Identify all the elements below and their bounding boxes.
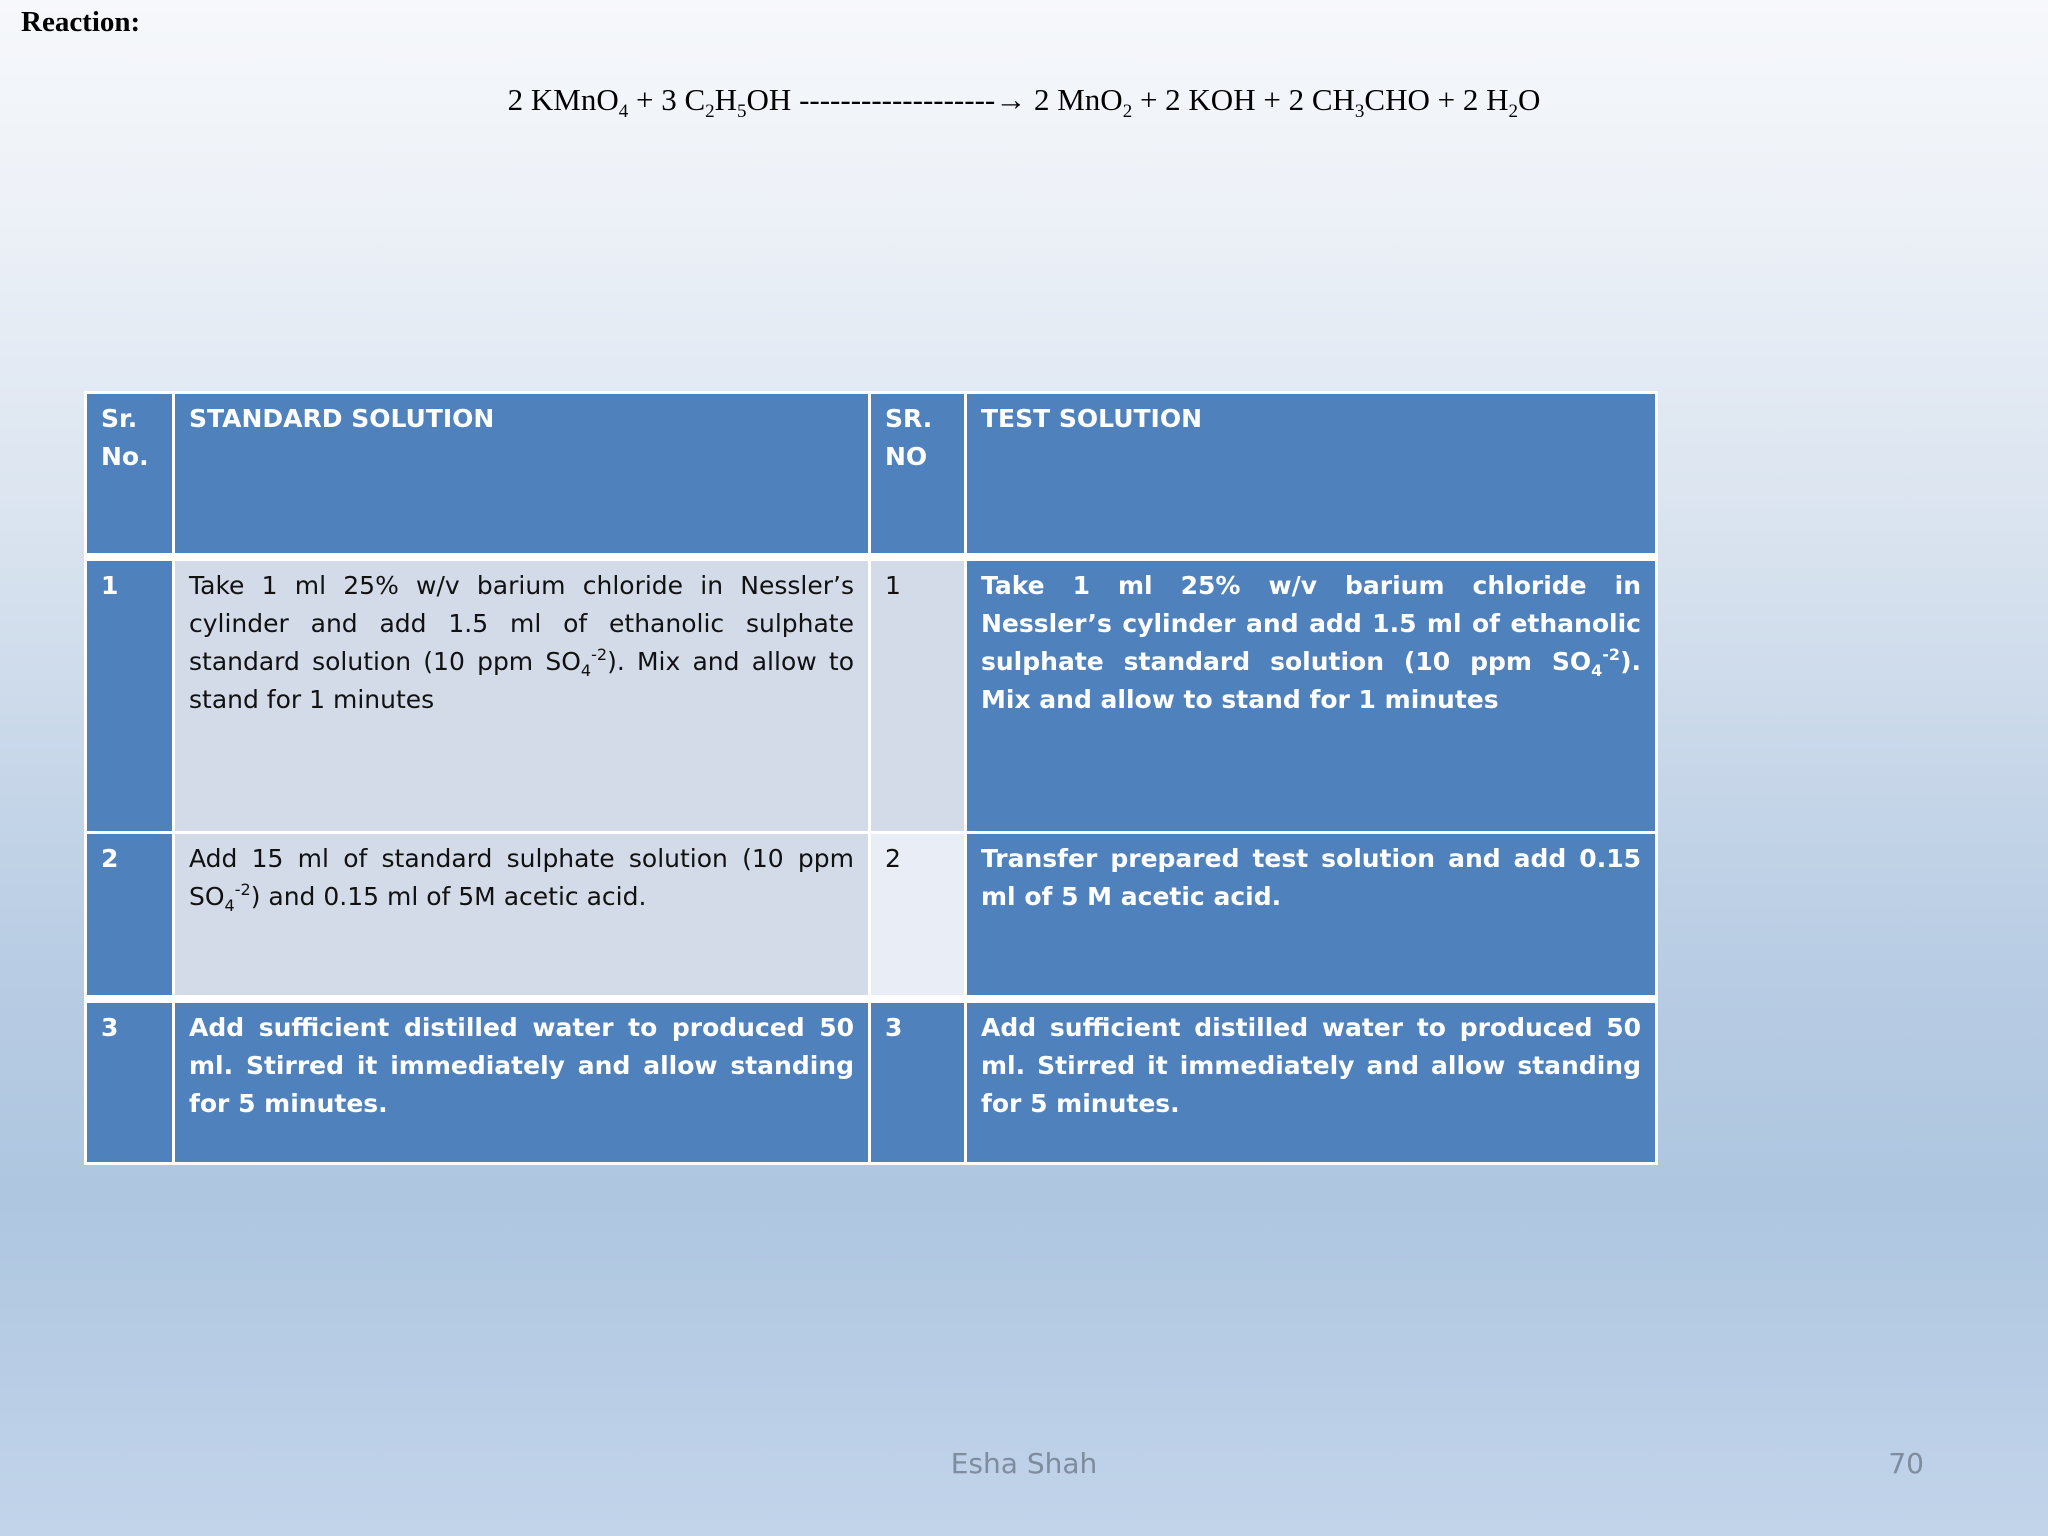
table-row	[86, 833, 1657, 999]
eq-subscript: 5	[737, 101, 747, 122]
row-2-test: Transfer prepared test solution and add 0.15 ml of 5 M acetic acid.	[966, 833, 1657, 999]
row-3-sr: 3	[86, 999, 174, 1164]
eq-subscript: 3	[1354, 101, 1365, 122]
cell-superscript: -2	[1602, 644, 1621, 664]
footer-author: Esha Shah	[950, 1447, 1098, 1480]
row-2-standard	[174, 833, 870, 999]
cell-text: Take 1 ml 25% w/v barium chloride in Nessler’s cylinder and add 1.5 ml of ethanolic sulphate standard solution (10 ppm SO	[981, 570, 1641, 676]
cell-subscript: 4	[224, 896, 235, 915]
eq-subscript: 4	[618, 101, 629, 122]
row-3-sr-2: 3	[870, 999, 966, 1164]
eq-reactant-2: + 3 C	[628, 82, 706, 117]
row-1-test	[966, 557, 1657, 833]
cell-subscript: 4	[1591, 660, 1603, 680]
row-3-test: Add sufficient distilled water to produced 50 ml. Stirred it immediately and allow standing for 5 minutes.	[966, 999, 1657, 1164]
row-1-sr-2: 1	[870, 557, 966, 833]
eq-subscript: 2	[1508, 101, 1518, 122]
header-sr-no: Sr. No.	[86, 393, 174, 557]
eq-text: OH	[746, 82, 800, 117]
cell-superscript: -2	[234, 880, 251, 899]
cell-text: ). Mix and allow to stand for 1 minutes	[189, 646, 854, 714]
eq-text: H	[714, 82, 738, 117]
cell-text: Take 1 ml 25% w/v barium chloride in Nessler’s cylinder and add 1.5 ml of ethanolic sulphate standard solution (10 ppm SO	[189, 570, 854, 676]
procedure-table	[84, 391, 1658, 1165]
eq-product-1: 2 MnO	[1026, 82, 1123, 117]
table-row	[86, 557, 1657, 833]
row-2-sr: 2	[86, 833, 174, 999]
header-test-solution: TEST SOLUTION	[966, 393, 1657, 557]
cell-superscript: -2	[591, 644, 608, 664]
row-3-standard: Add sufficient distilled water to produced 50 ml. Stirred it immediately and allow standing for 5 minutes.	[174, 999, 870, 1164]
eq-reactant-1: 2 KMnO	[507, 82, 619, 117]
reaction-heading: Reaction:	[21, 6, 141, 38]
cell-subscript: 4	[580, 660, 592, 680]
cell-text: Add 15 ml of standard sulphate solution (10 ppm SO	[189, 844, 854, 911]
eq-product-3: CHO + 2 H	[1364, 82, 1509, 117]
eq-product-2: + 2 KOH + 2 CH	[1132, 82, 1355, 117]
eq-subscript: 2	[1122, 101, 1133, 122]
table-row	[86, 999, 1657, 1164]
header-standard-solution: STANDARD SOLUTION	[174, 393, 870, 557]
eq-product-4: O	[1517, 82, 1541, 117]
cell-text: ) and 0.15 ml of 5M acetic acid.	[250, 882, 647, 911]
chemical-equation	[0, 82, 2048, 122]
header-sr-no-2: SR. NO	[870, 393, 966, 557]
eq-arrow: -------------------→	[799, 82, 1027, 117]
page-number: 70	[1888, 1447, 1924, 1480]
table-header-row	[86, 393, 1657, 557]
row-2-sr-2: 2	[870, 833, 966, 999]
row-1-standard	[174, 557, 870, 833]
eq-subscript: 2	[705, 101, 715, 122]
cell-text: ). Mix and allow to stand for 1 minutes	[981, 646, 1641, 714]
row-1-sr: 1	[86, 557, 174, 833]
